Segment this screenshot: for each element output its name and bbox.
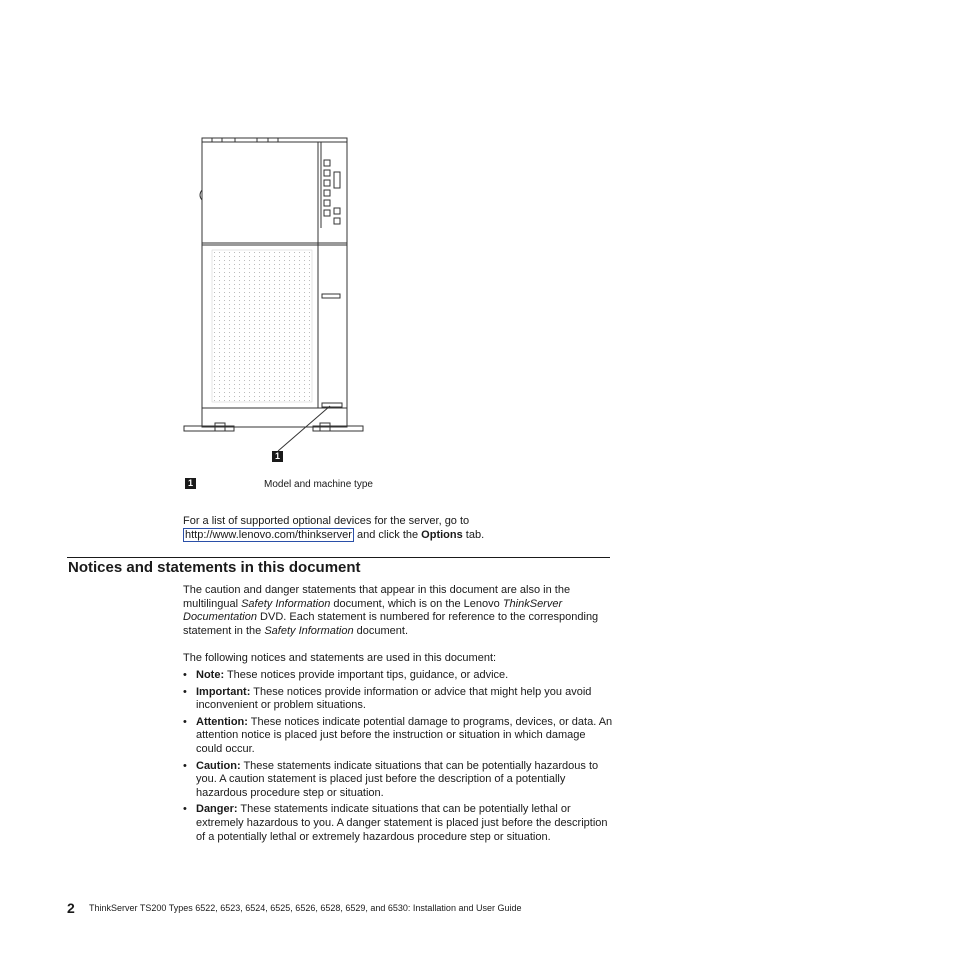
intro-italic-3: Safety Information [264, 624, 354, 637]
list-intro: The following notices and statements are used in this document: [183, 652, 497, 664]
page-number: 2 [67, 900, 75, 916]
server-front-illustration [180, 132, 370, 467]
figure-callout-badge: 1 [272, 451, 283, 462]
list-item-term: Note: [196, 669, 225, 681]
legend-callout-badge: 1 [185, 478, 196, 489]
list-item-text: These notices provide important tips, guidance, or advice. [224, 669, 509, 681]
list-item-term: Caution: [196, 759, 241, 772]
list-item [183, 716, 613, 757]
list-item [183, 760, 613, 801]
intro-paragraph [183, 584, 613, 638]
list-item [183, 686, 613, 713]
section-rule [67, 557, 610, 558]
options-text-after: tab. [462, 528, 485, 541]
legend-description: Model and machine type [264, 479, 373, 490]
intro-text-4: document. [353, 624, 409, 637]
list-item-text: These notices provide information or advice that might help you avoid inconvenient or problem situations. [196, 685, 592, 712]
intro-text-2: document, which is on the Lenovo [330, 597, 503, 610]
list-item-term: Important: [196, 685, 251, 698]
list-item-text: These statements indicate situations that can be potentially lethal or extremely hazardous to you. A danger statement is placed just before the description of a potentially lethal or extremely hazardous procedure step or situation. [196, 803, 608, 843]
options-text-before: For a list of supported optional devices for the server, go to [183, 515, 470, 527]
list-item-term: Danger: [196, 803, 238, 816]
list-item-text: These statements indicate situations that can be potentially hazardous to you. A caution statement is placed just before the description of a potentially hazardous procedure step or situation. [196, 759, 599, 799]
footer-title: ThinkServer TS200 Types 6522, 6523, 6524, 6525, 6526, 6528, 6529, and 6530: Installation and User Guide [89, 903, 522, 913]
intro-italic-1: Safety Information [241, 597, 331, 610]
optional-devices-paragraph [183, 515, 613, 542]
options-text-middle: and click the [353, 528, 422, 541]
list-item [183, 669, 613, 683]
notice-list [183, 669, 613, 847]
list-item [183, 803, 613, 844]
thinkserver-link[interactable]: http://www.lenovo.com/thinkserver [185, 528, 352, 541]
list-item-text: These notices indicate potential damage to programs, devices, or data. An attention notice is placed just before the instruction or situation in which damage could occur. [196, 715, 613, 755]
section-heading: Notices and statements in this document [68, 559, 361, 576]
intro-text-3: DVD. Each statement is numbered for reference to the corresponding statement in the [183, 611, 599, 637]
list-item-term: Attention: [196, 715, 248, 728]
intro-italic-2: ThinkServer Documentation [183, 597, 563, 624]
intro-text-1: The caution and danger statements that appear in this document are also in the multilingual [183, 584, 571, 610]
options-tab-name: Options [421, 528, 463, 541]
